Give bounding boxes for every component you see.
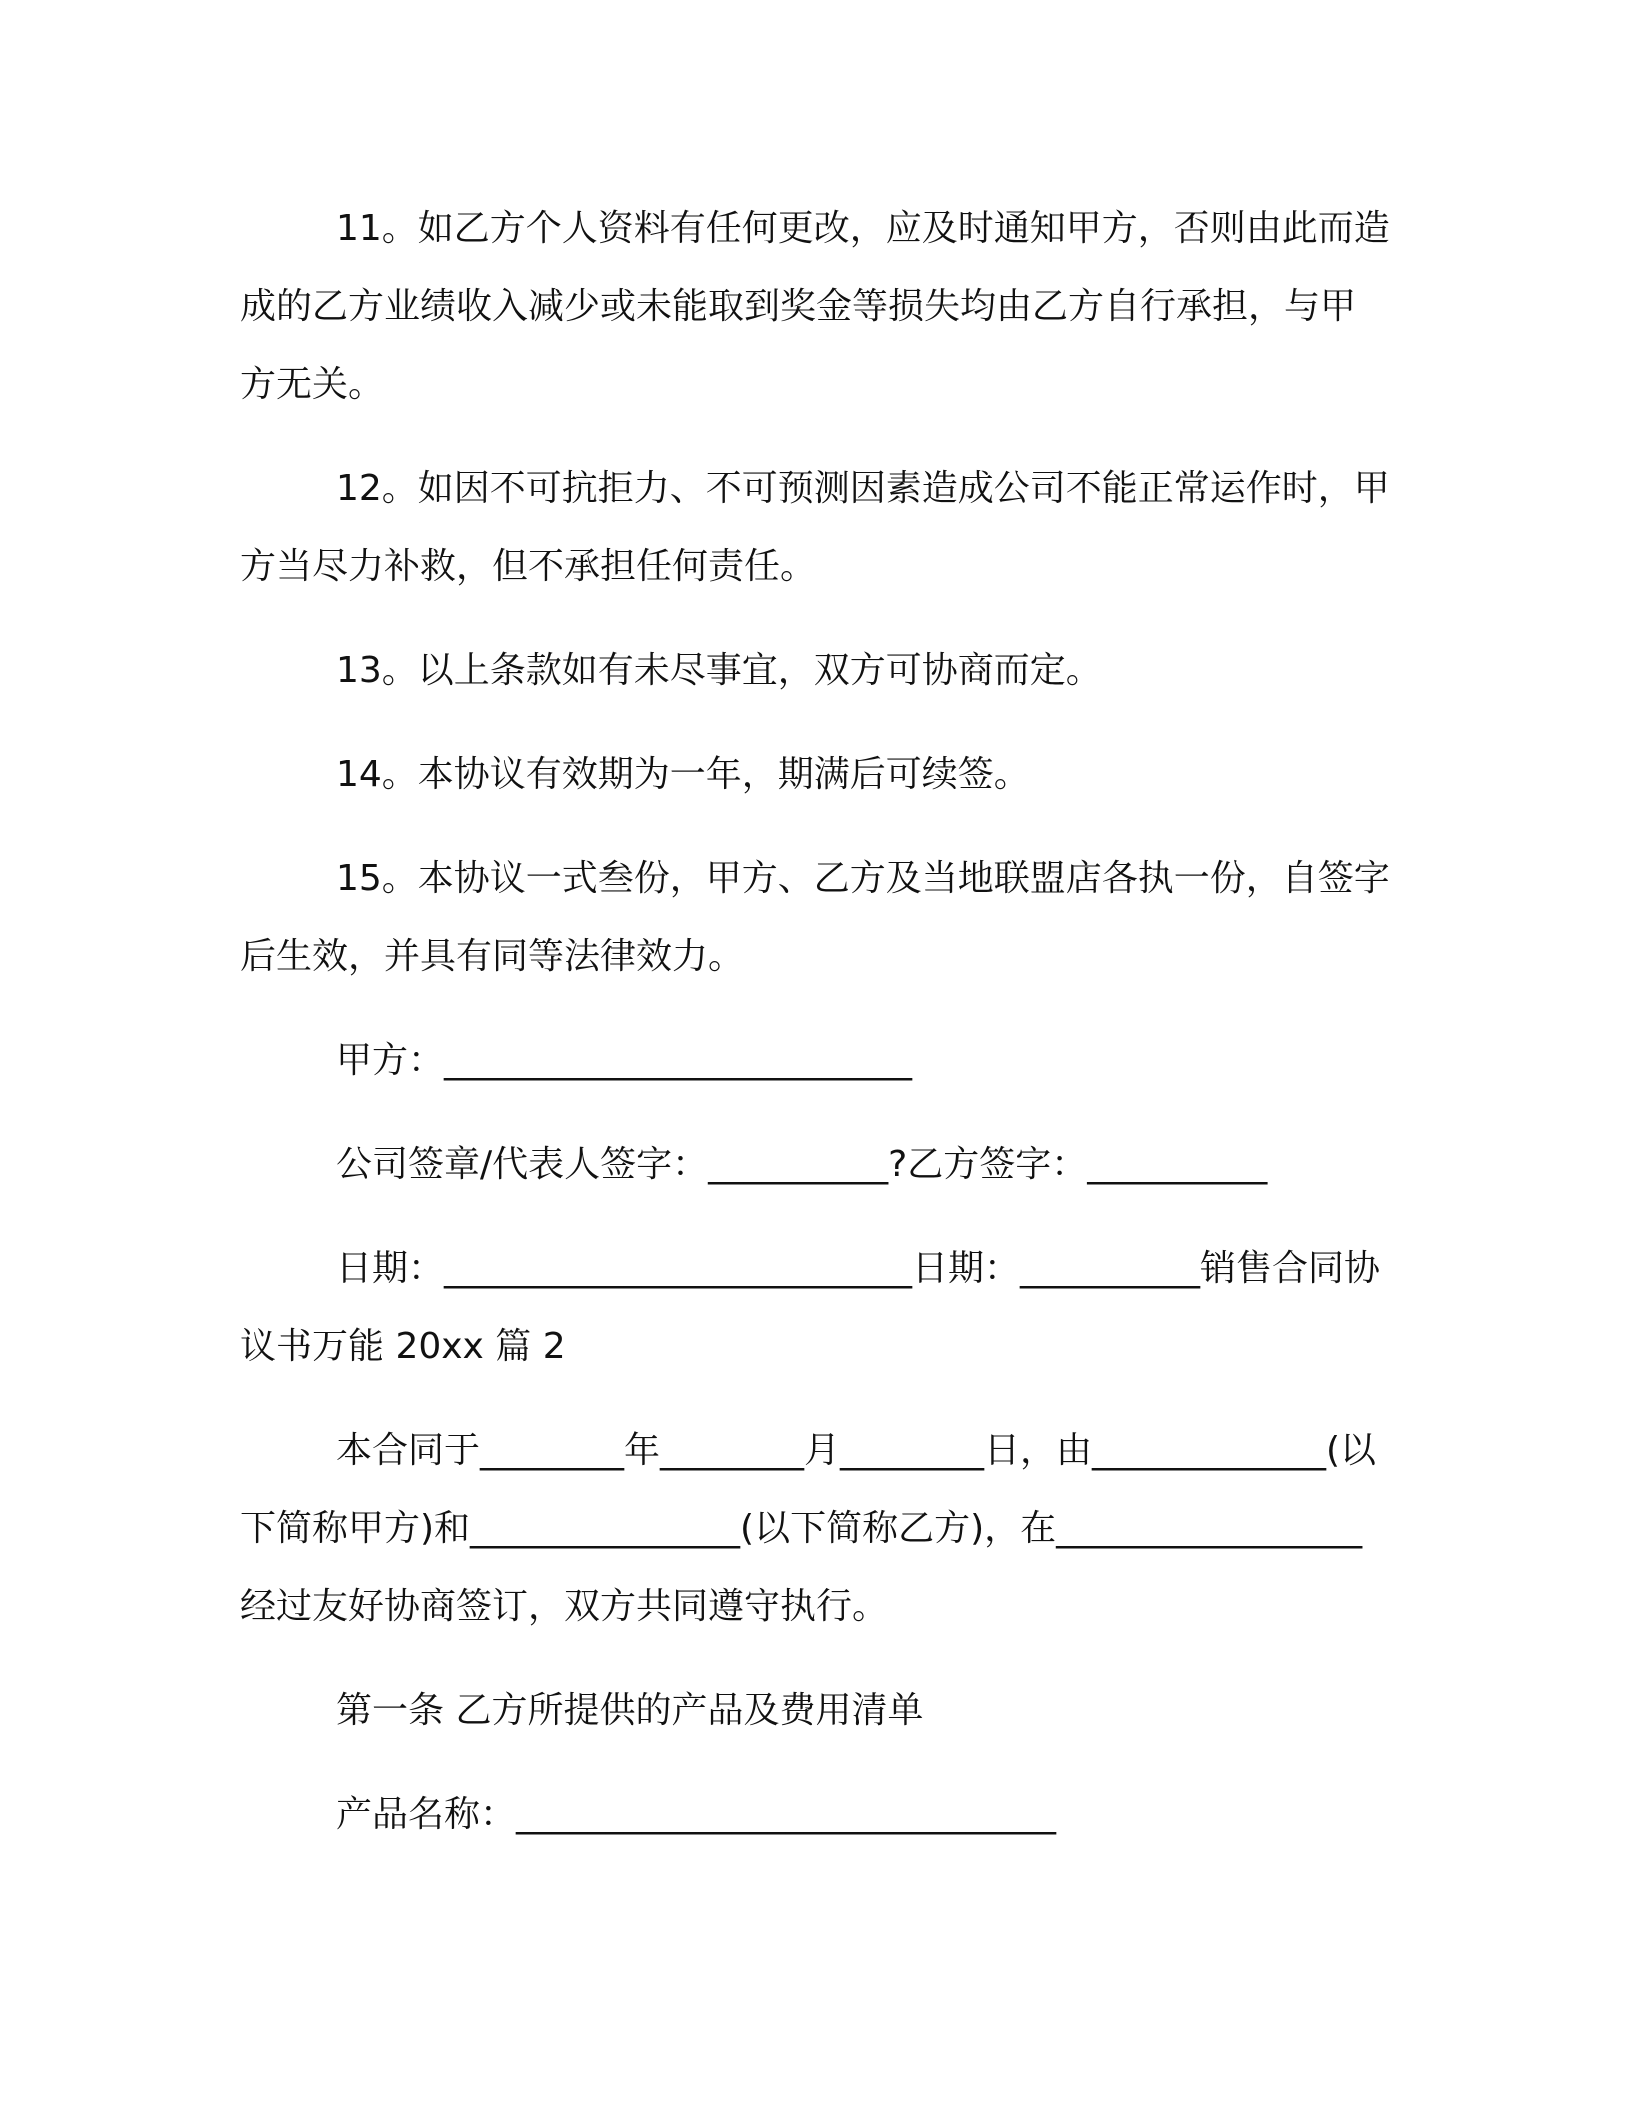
date-line: 日期：__________________________日期：__________销售合同协议书万能 20xx 篇 2 — [240, 1248, 1381, 1367]
clause-13: 13。以上条款如有未尽事宜，双方可协商而定。 — [336, 650, 1102, 691]
clause-14: 14。本协议有效期为一年，期满后可续签。 — [336, 754, 1030, 795]
clause-11: 11。如乙方个人资料有任何更改，应及时通知甲方，否则由此而造成的乙方业绩收入减少或未能取到奖金等损失均由乙方自行承担，与甲方无关。 — [240, 208, 1390, 405]
clause-12: 12。如因不可抗拒力、不可预测因素造成公司不能正常运作时，甲方当尽力补救，但不承担任何责任。 — [240, 468, 1390, 587]
document-body — [240, 190, 1390, 1880]
party-a-line: 甲方：__________________________ — [336, 1040, 913, 1081]
product-name-line: 产品名称：______________________________ — [336, 1794, 1057, 1835]
signature-line: 公司签章/代表人签字：__________?乙方签字：__________ — [336, 1144, 1268, 1185]
contract-intro: 本合同于________年________月________日，由_____________(以下简称甲方)和_______________(以下简称乙方)，在_________________经过友好协商签订，双方共同遵守执行。 — [240, 1430, 1377, 1627]
article-1-title: 第一条 乙方所提供的产品及费用清单 — [336, 1690, 924, 1731]
clause-15: 15。本协议一式叁份，甲方、乙方及当地联盟店各执一份，自签字后生效，并具有同等法律效力。 — [240, 858, 1390, 977]
